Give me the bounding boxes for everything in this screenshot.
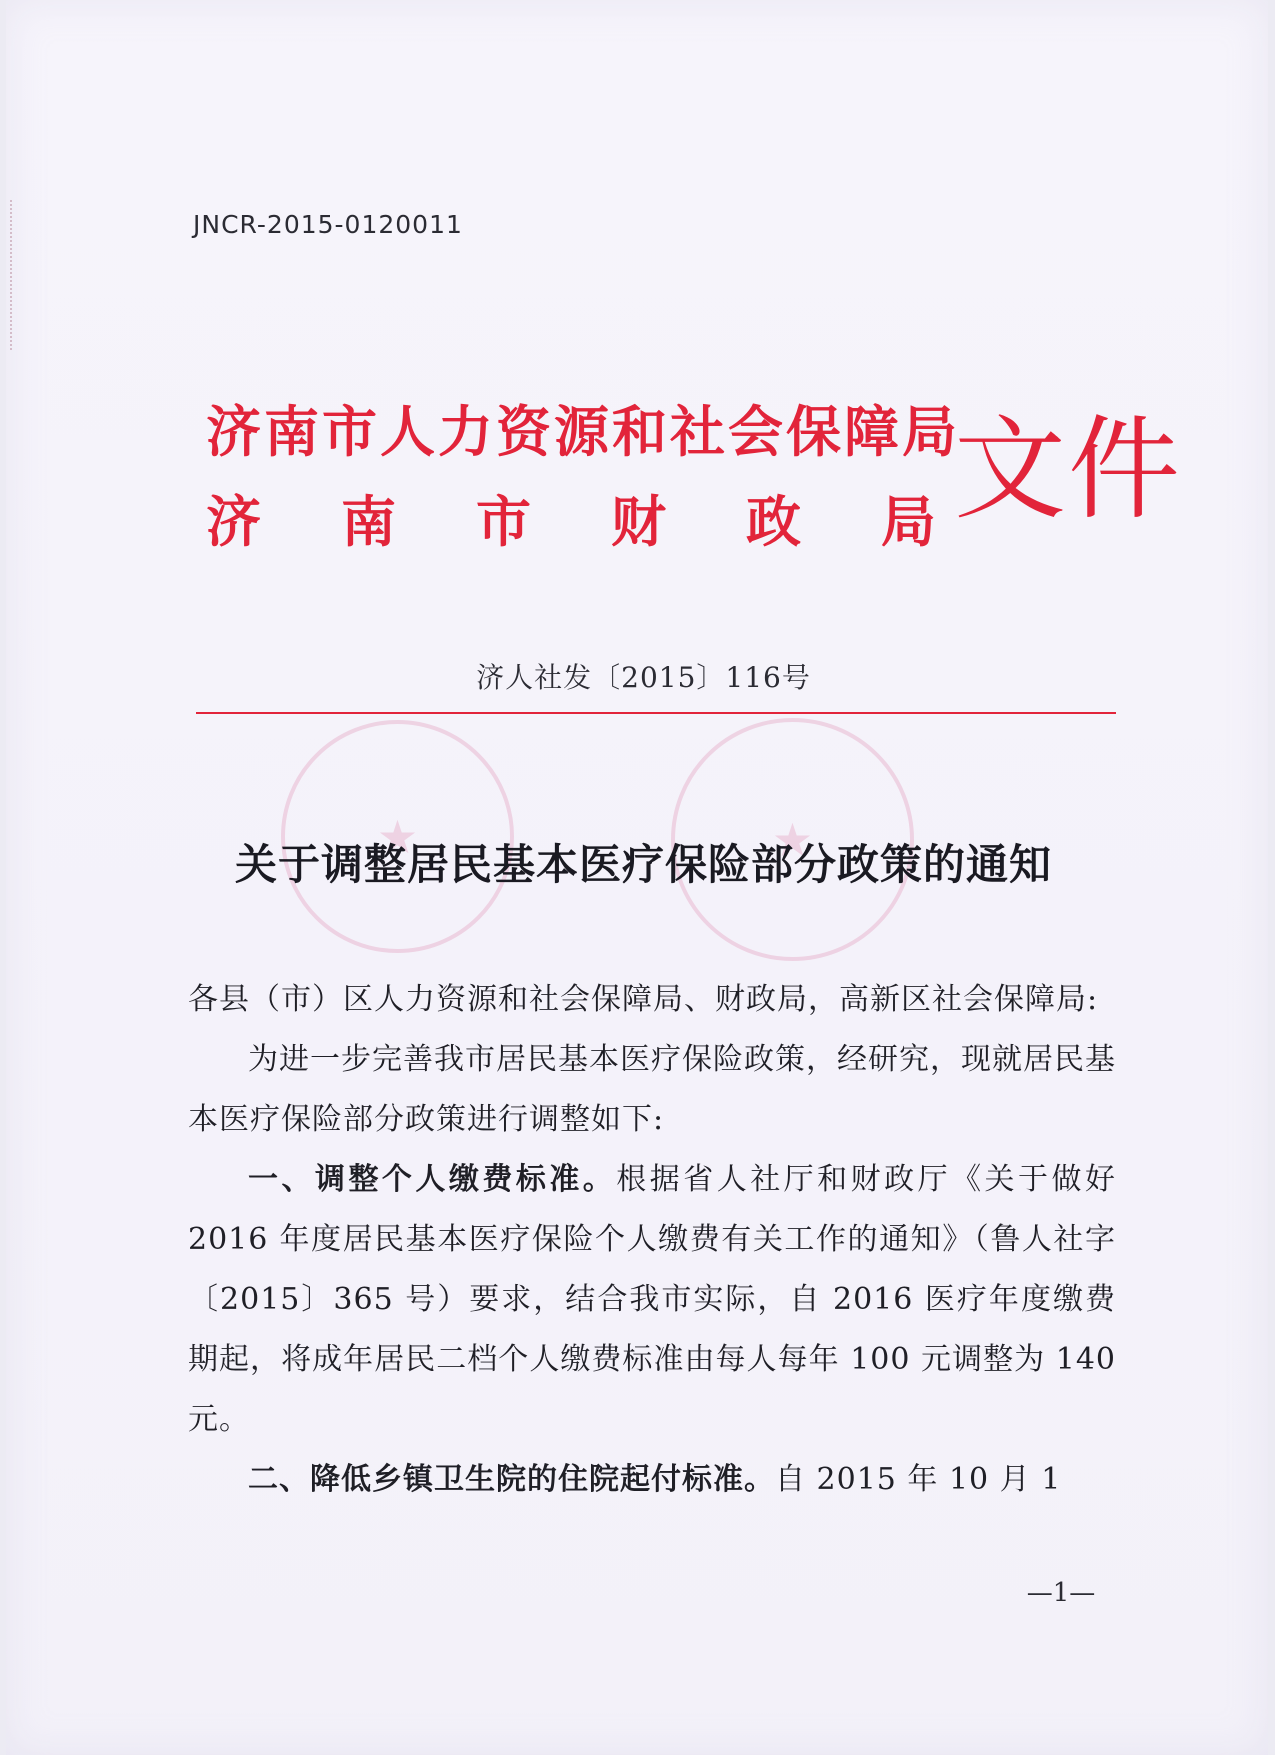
section-1-paragraph <box>188 1150 1116 1450</box>
issuer-char: 政 <box>745 490 801 554</box>
document-title: 关于调整居民基本医疗保险部分政策的通知 <box>234 840 1052 889</box>
salutation: 各县（市）区人力资源和社会保障局、财政局，高新区社会保障局: <box>188 982 1099 1017</box>
section-1-heading: 一、调整个人缴费标准。 <box>248 1162 617 1197</box>
document-page <box>6 0 1268 1755</box>
red-divider <box>196 712 1116 714</box>
page-number: —1— <box>1026 1578 1096 1608</box>
binding-edge-mark <box>10 200 26 350</box>
section-2-heading: 二、降低乡镇卫生院的住院起付标准。 <box>248 1462 775 1497</box>
section-2-paragraph <box>188 1450 1116 1510</box>
issuer-char: 财 <box>610 490 666 554</box>
document-number: 济人社发〔2015〕116号 <box>476 661 811 694</box>
issuer-finance-bureau <box>206 478 936 557</box>
section-1-body: 根据省人社厅和财政厅《关于做好 2016 年度居民基本医疗保险个人缴费有关工作的通知》（鲁人社字〔2015〕365 号）要求，结合我市实际，自 2016 医疗年度缴费期起，将成年居民二档个人缴费标准由每人每年 100 元调整为 140 元。 <box>188 1162 1117 1437</box>
issuer-hr-bureau: 济南市人力资源和社会保障局 <box>206 400 961 464</box>
issuer-char: 市 <box>475 490 531 554</box>
issuer-char: 局 <box>880 490 936 554</box>
issuer-char: 济 <box>206 490 262 554</box>
document-label: 文件 <box>954 405 1182 535</box>
document-code: JNCR-2015-0120011 <box>193 210 463 239</box>
section-2-body: 自 2015 年 10 月 1 <box>775 1462 1062 1497</box>
issuer-char: 南 <box>340 490 396 554</box>
document-body <box>188 970 1116 1510</box>
intro-paragraph: 为进一步完善我市居民基本医疗保险政策，经研究，现就居民基本医疗保险部分政策进行调整如下: <box>188 1042 1116 1137</box>
